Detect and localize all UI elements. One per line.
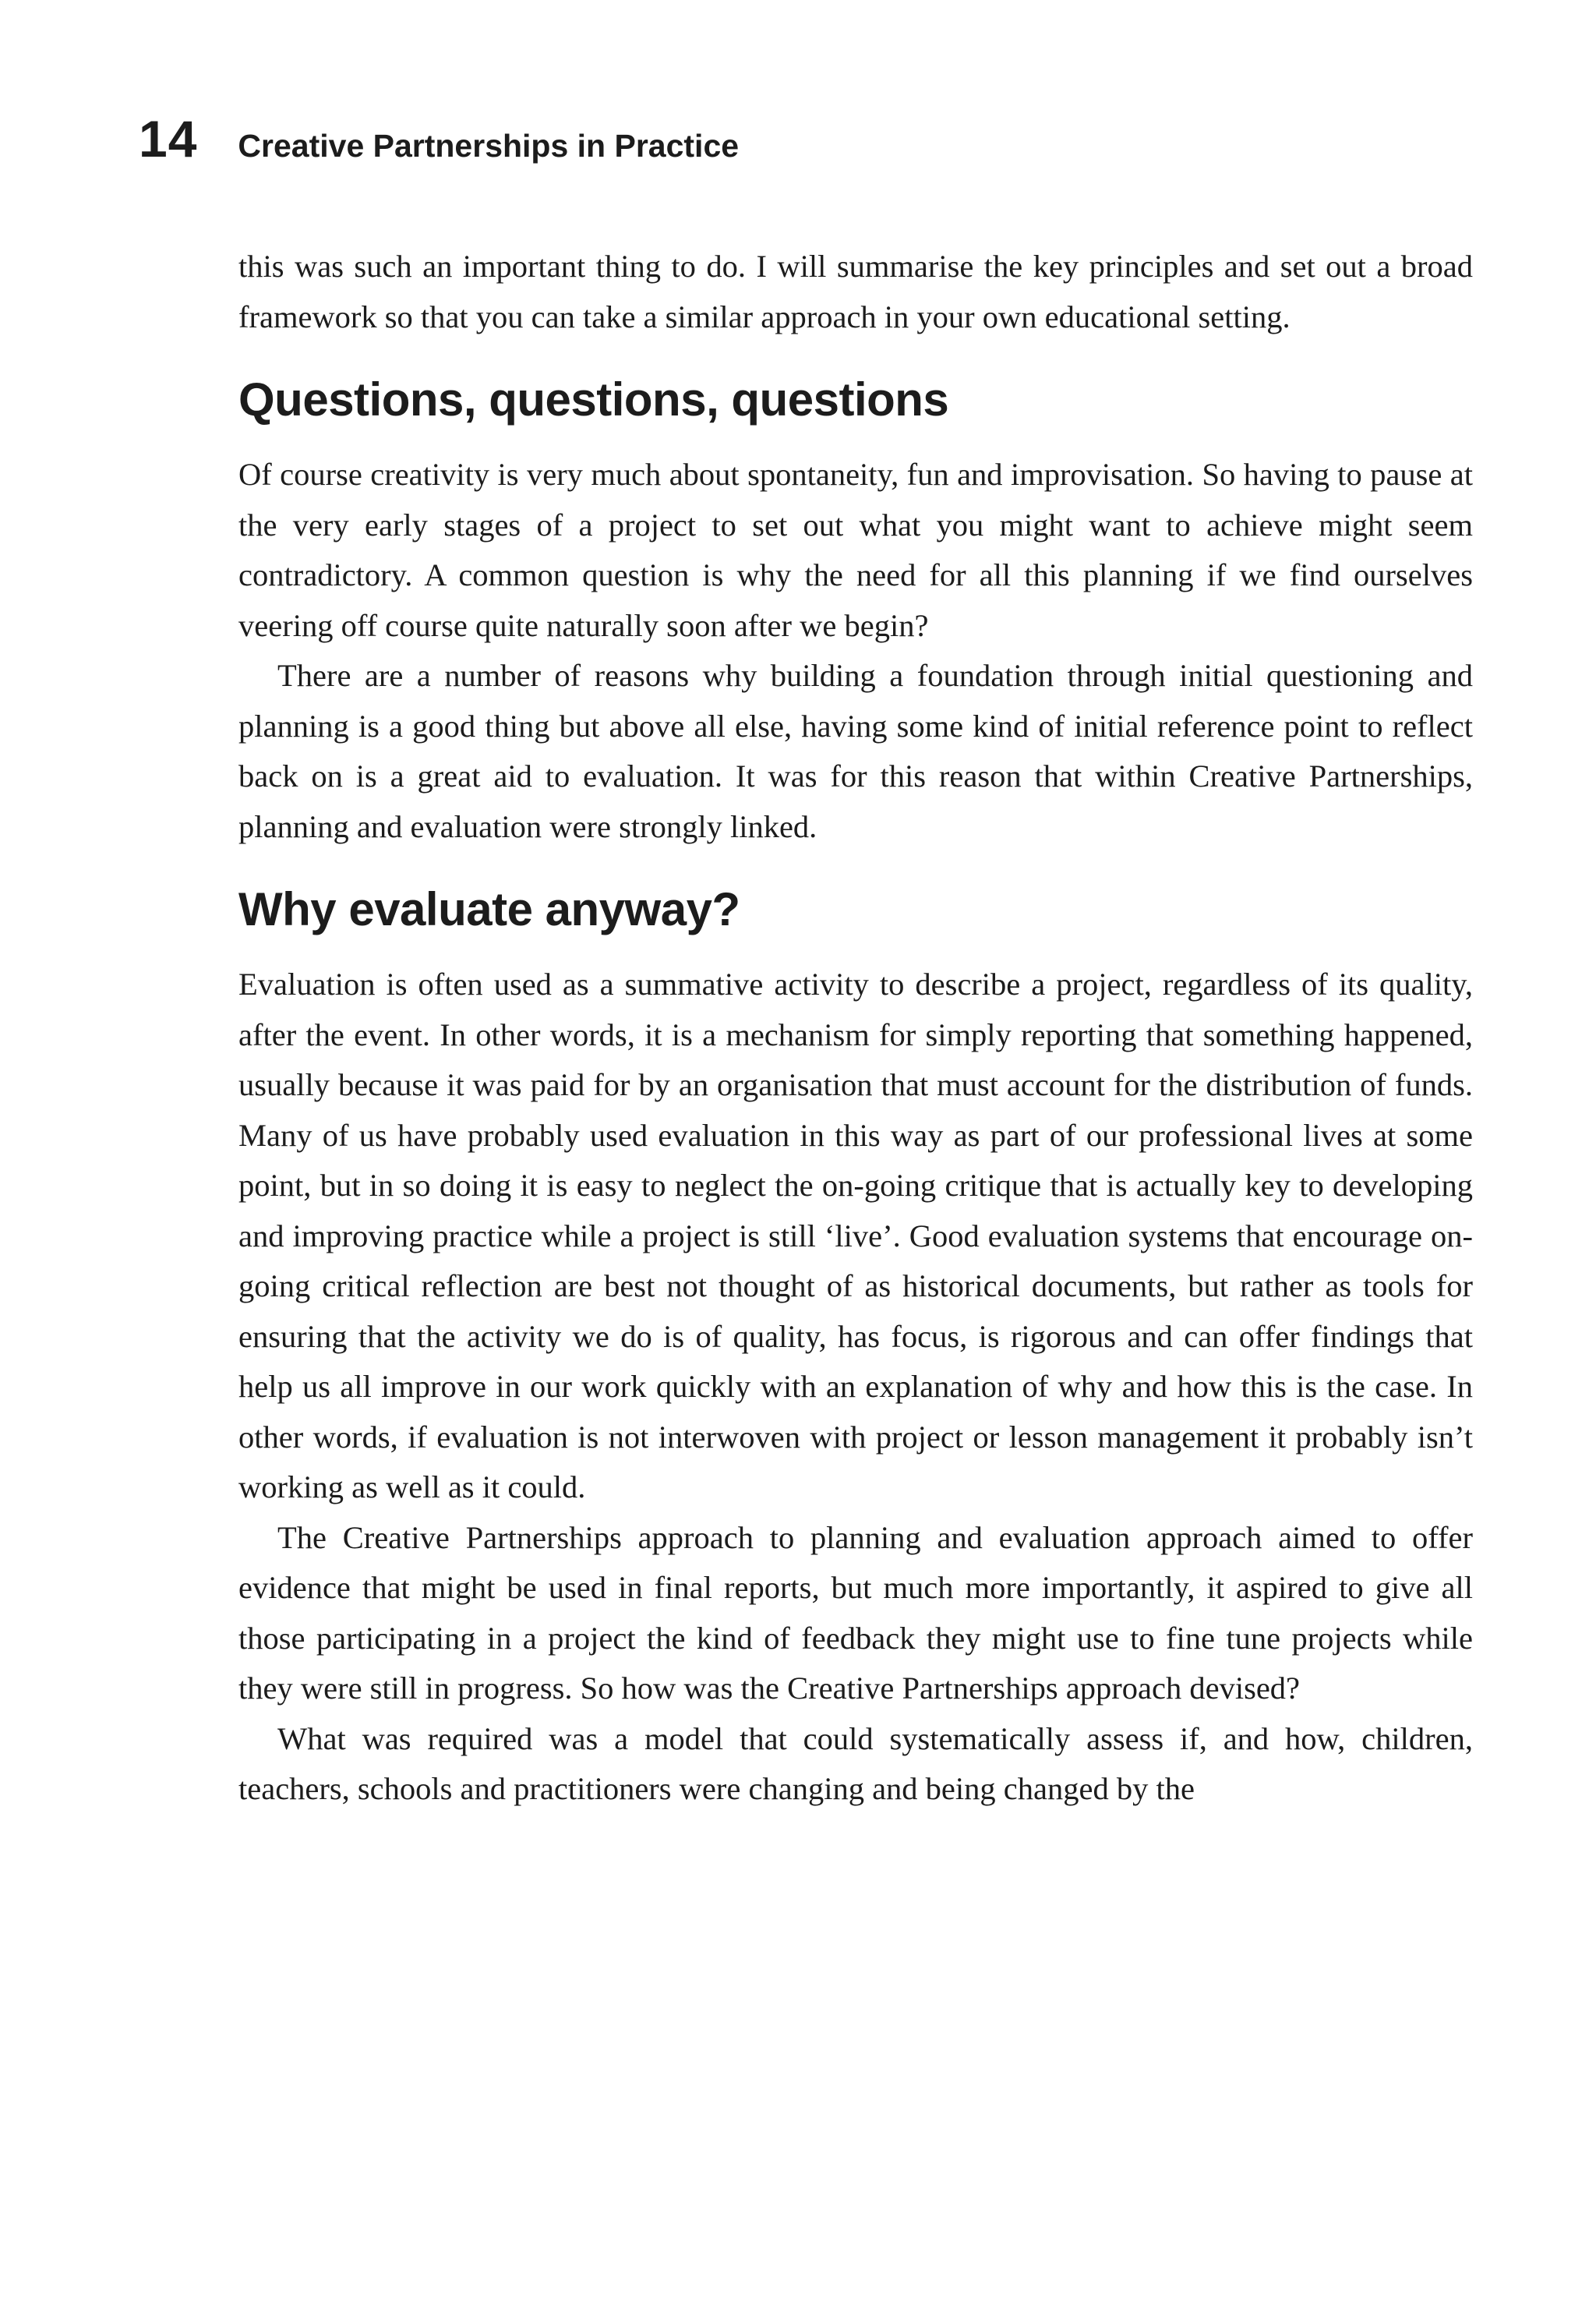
intro-paragraph: this was such an important thing to do. I will summarise the key principles and set out a broad framework so that you can take a similar approach in your own educational setting.	[238, 249, 1473, 334]
section-heading-why-evaluate: Why evaluate anyway?	[238, 883, 740, 935]
section-heading-questions: Questions, questions, questions	[238, 373, 949, 426]
paragraph: The Creative Partnerships approach to planning and evaluation approach aimed to offer evidence that might be used in final reports, but much more importantly, it aspired to give all those participating in a project the kind of feedback they might use to fine tune projects while they were still in progress. So how was the Creative Partnerships approach devised?	[238, 1519, 1473, 1706]
paragraph: There are a number of reasons why building a foundation through initial questioning and planning is a good thing but above all else, having some kind of initial reference point to reflect back on is a great aid to evaluation. It was for this reason that within Creative Partnerships, planning and evaluation were strongly linked.	[238, 658, 1473, 844]
page-body	[238, 242, 1473, 1815]
paragraph: What was required was a model that could systematically assess if, and how, children, teachers, schools and practitioners were changing and being changed by the	[238, 1720, 1473, 1806]
paragraph: Of course creativity is very much about spontaneity, fun and improvisation. So having to pause at the very early stages of a project to set out what you might want to achieve might seem contradictory. A common question is why the need for all this planning if we find ourselves veering off course quite naturally soon after we begin?	[238, 457, 1473, 643]
paragraph: Evaluation is often used as a summative activity to describe a project, regardless of its quality, after the event. In other words, it is a mechanism for simply reporting that something happened, usually because it was paid for by an organisation that must account for the distribution of funds. Many of us have probably used evaluation in this way as part of our professional lives at some point, but in so doing it is easy to neglect the on-going critique that is actually key to developing and improving practice while a project is still ‘live’. Good evaluation systems that encourage on-going critical reflection are best not thought of as historical documents, but rather as tools for ensuring that the activity we do is of quality, has focus, is rigorous and can offer findings that help us all improve in our work quickly with an explanation of why and how this is the case. In other words, if evaluation is not interwoven with project or lesson management it probably isn’t working as well as it could.	[238, 967, 1473, 1504]
page-number: 14	[139, 110, 198, 168]
running-head	[139, 109, 739, 168]
running-title: Creative Partnerships in Practice	[238, 128, 740, 164]
